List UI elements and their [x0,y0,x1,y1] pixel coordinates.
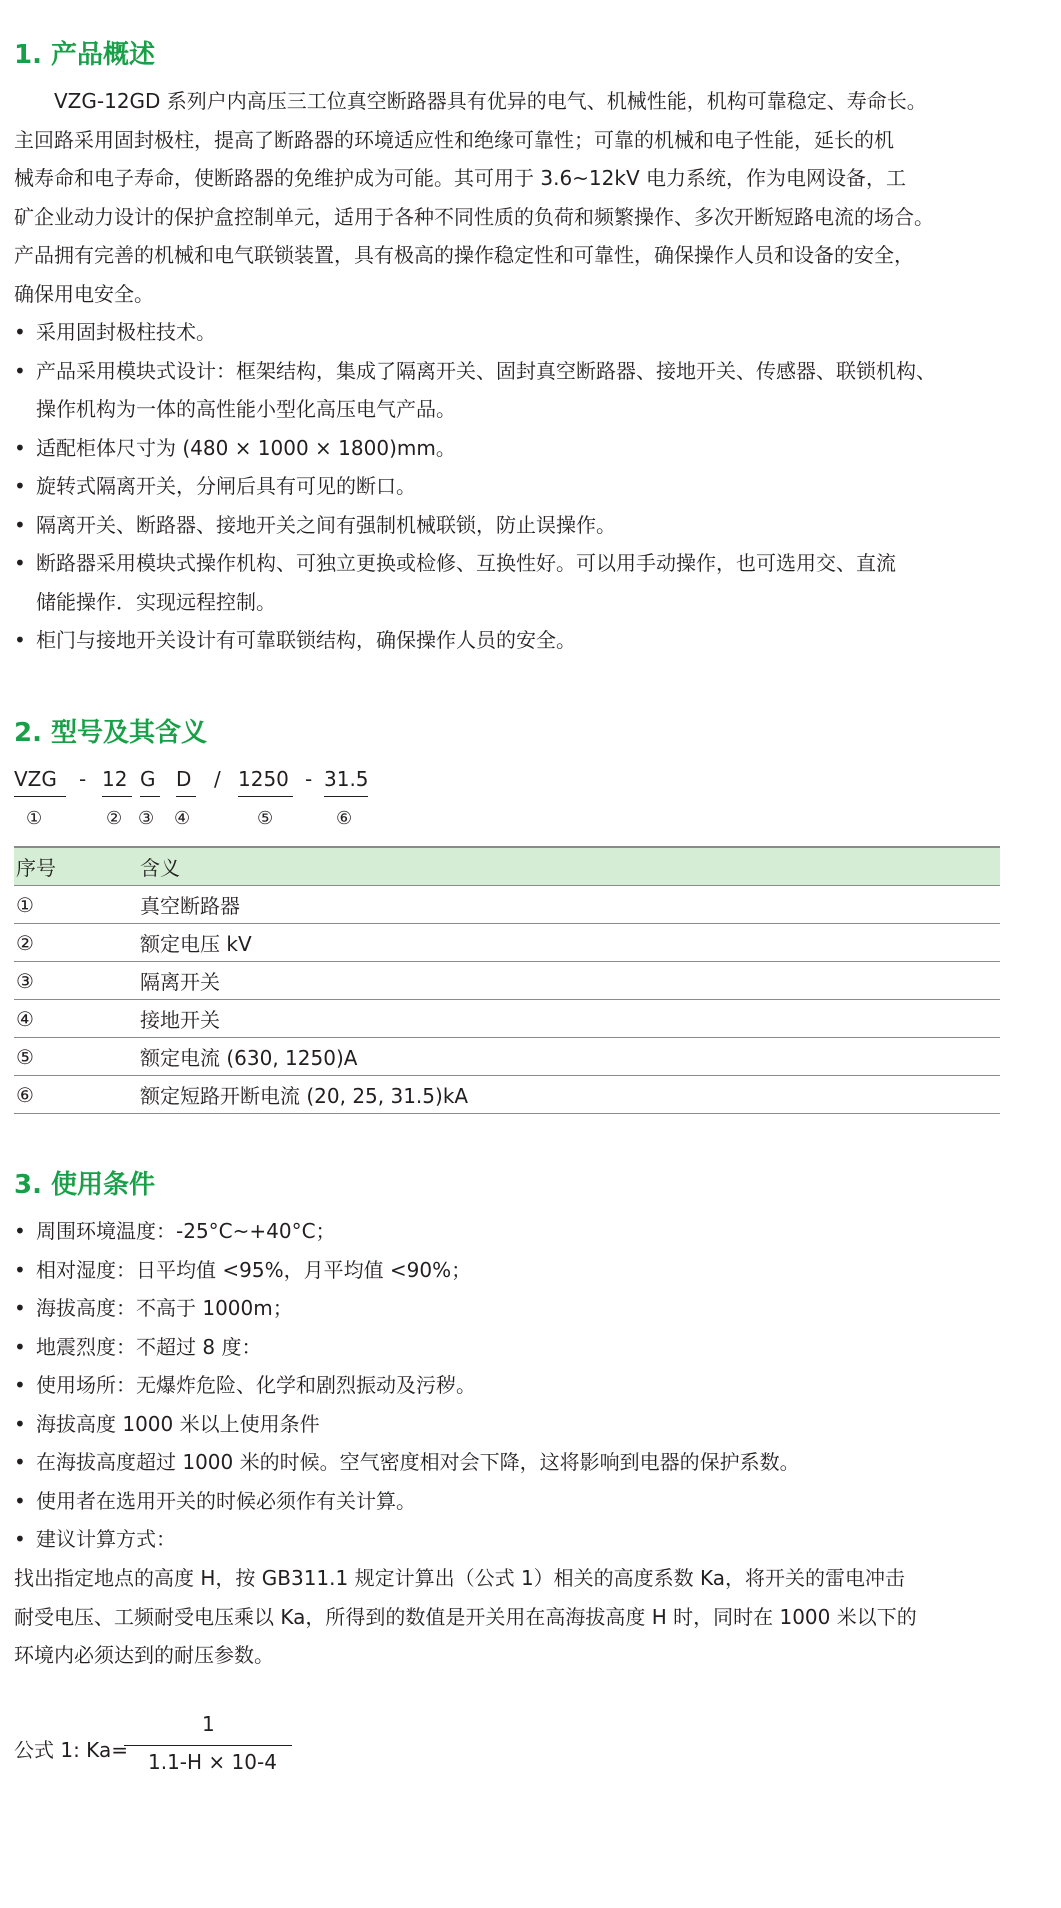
model-meaning-table [14,846,1000,1114]
model-separator: - [79,767,87,791]
table-cell: ④ [16,1006,34,1031]
model-index: ⑤ [257,808,274,829]
section-3-title: 3. 使用条件 [14,1170,156,1200]
paragraph-line: 械寿命和电子寿命，使断路器的免维护成为可能。其可用于 3.6~12kV 电力系统，作为电网设备，工 [14,166,906,190]
model-index: ① [26,808,43,829]
model-segment: VZG [14,764,66,797]
paragraph-line: 产品拥有完善的机械和电气联锁装置，具有极高的操作稳定性和可靠性，确保操作人员和设备的安全， [14,243,914,267]
table-row [14,1076,1000,1114]
table-cell: ⑥ [16,1082,34,1107]
list-item-text: 海拔高度 1000 米以上使用条件 [36,1411,320,1436]
list-item-text: 产品采用模块式设计：框架结构，集成了隔离开关、固封真空断路器、接地开关、传感器、联锁机构、 [36,358,936,383]
bullet-icon: • [14,1219,26,1243]
list-item [14,621,1000,660]
table-cell: ② [16,930,34,955]
table-cell: 额定短路开断电流 (20, 25, 31.5)kA [140,1084,469,1108]
bullet-icon: • [14,1527,26,1551]
table-cell: 隔离开关 [140,970,220,994]
model-segment: 1250 [238,764,293,797]
table-header-row [14,847,1000,886]
list-item-text: 使用场所：无爆炸危险、化学和剧烈振动及污秽。 [36,1373,476,1397]
bullet-icon: • [14,551,26,575]
list-item [14,1443,1000,1482]
bullet-icon: • [14,1334,26,1359]
list-item [14,1289,1000,1328]
formula-numerator: 1 [202,1712,215,1736]
table-cell: 额定电压 kV [140,932,252,956]
list-item-text: 在海拔高度超过 1000 米的时候。空气密度相对会下降，这将影响到电器的保护系数。 [36,1450,800,1474]
bullet-icon: • [14,358,26,383]
list-item-text: 海拔高度：不高于 1000m； [36,1296,293,1320]
section-3-paragraph [14,1559,1000,1675]
table-row [14,962,1000,1000]
table-cell: 真空断路器 [140,894,240,918]
list-item-text: 使用者在选用开关的时候必须作有关计算。 [36,1488,416,1513]
list-item-text: 地震烈度：不超过 8 度： [36,1334,262,1359]
section-1-title: 1. 产品概述 [14,40,156,70]
list-item-text: 建议计算方式： [36,1527,176,1551]
bullet-icon: • [14,1373,26,1397]
bullet-icon: • [14,1257,26,1282]
bullet-icon: • [14,1488,26,1513]
column-header: 序号 [16,856,56,880]
bullet-icon: • [14,1296,26,1320]
table-row [14,1000,1000,1038]
table-cell: 接地开关 [140,1008,220,1032]
formula-denominator: 1.1-H × 10-4 [148,1750,277,1774]
model-segment: 31.5 [324,764,368,797]
model-index: ② [106,808,123,829]
list-item-text: 适配柜体尺寸为 (480 × 1000 × 1800)mm。 [36,435,456,460]
table-row [14,1038,1000,1076]
formula-1 [14,1712,314,1782]
bullet-icon: • [14,435,26,460]
table-cell: ① [16,892,34,917]
list-item [14,352,1000,391]
paragraph-line: 确保用电安全。 [14,281,154,306]
list-item-text: 周围环境温度：-25°C~+40°C； [36,1219,336,1243]
paragraph-line: 矿企业动力设计的保护盒控制单元，适用于各种不同性质的负荷和频繁操作、多次开断短路电流的场合。 [14,204,934,229]
bullet-icon: • [14,320,26,344]
list-item-continuation: 储能操作．实现远程控制。 [36,589,276,614]
model-segment: D [176,764,196,797]
model-index: ③ [138,808,155,829]
list-item [14,1482,1000,1521]
list-item [14,1251,1000,1290]
list-item [14,1405,1000,1444]
paragraph-line: 主回路采用固封极柱，提高了断路器的环境适应性和绝缘可靠性；可靠的机械和电子性能，延长的机 [14,127,894,152]
list-item-text: 相对湿度：日平均值 <95%，月平均值 <90%； [36,1257,472,1282]
model-segment: 12 [102,764,132,797]
model-index: ④ [174,808,191,829]
model-segment: G [140,764,160,797]
model-index: ⑥ [336,808,353,829]
table-cell: 额定电流 (630, 1250)A [140,1046,358,1070]
list-item [14,544,1000,583]
bullet-icon: • [14,628,26,652]
list-item-text: 隔离开关、断路器、接地开关之间有强制机械联锁，防止误操作。 [36,512,616,537]
model-code [14,764,414,834]
section-3-bullet-list [14,1212,1000,1559]
paragraph-line: 环境内必须达到的耐压参数。 [14,1643,274,1667]
fraction-bar [124,1745,292,1746]
list-item [14,429,1000,468]
table-row [14,886,1000,924]
section-1-paragraph [14,82,1000,313]
section-1-bullet-list [14,313,1000,660]
paragraph-line: 找出指定地点的高度 H，按 GB311.1 规定计算出（公式 1）相关的高度系数 Ka，将开关的雷电冲击 [14,1566,906,1590]
list-item [14,1520,1000,1559]
list-item-text: 旋转式隔离开关，分闸后具有可见的断口。 [36,474,416,498]
list-item-text: 柜门与接地开关设计有可靠联锁结构，确保操作人员的安全。 [36,628,576,652]
list-item [14,1366,1000,1405]
list-item [14,1328,1000,1367]
list-item [14,467,1000,506]
list-item-continuation: 操作机构为一体的高性能小型化高压电气产品。 [36,397,456,421]
paragraph-line: VZG-12GD 系列户内高压三工位真空断路器具有优异的电气、机械性能，机构可靠稳定、寿命长。 [14,89,927,113]
table-row [14,924,1000,962]
table-cell: ③ [16,968,34,993]
bullet-icon: • [14,512,26,537]
formula-label: 公式 1: Ka= [14,1738,128,1762]
paragraph-line: 耐受电压、工频耐受电压乘以 Ka，所得到的数值是开关用在高海拔高度 H 时，同时在 1000 米以下的 [14,1604,917,1629]
list-item-text: 采用固封极柱技术。 [36,320,216,344]
list-item [14,506,1000,545]
table-cell: ⑤ [16,1044,34,1069]
column-header: 含义 [140,856,180,880]
bullet-icon: • [14,474,26,498]
bullet-icon: • [14,1450,26,1474]
list-item [14,313,1000,352]
model-separator: / [214,767,221,791]
list-item [14,1212,1000,1251]
list-item-text: 断路器采用模块式操作机构、可独立更换或检修、互换性好。可以用手动操作，也可选用交、直流 [36,551,896,575]
section-2-title: 2. 型号及其含义 [14,718,208,748]
model-separator: - [305,767,313,791]
bullet-icon: • [14,1411,26,1436]
